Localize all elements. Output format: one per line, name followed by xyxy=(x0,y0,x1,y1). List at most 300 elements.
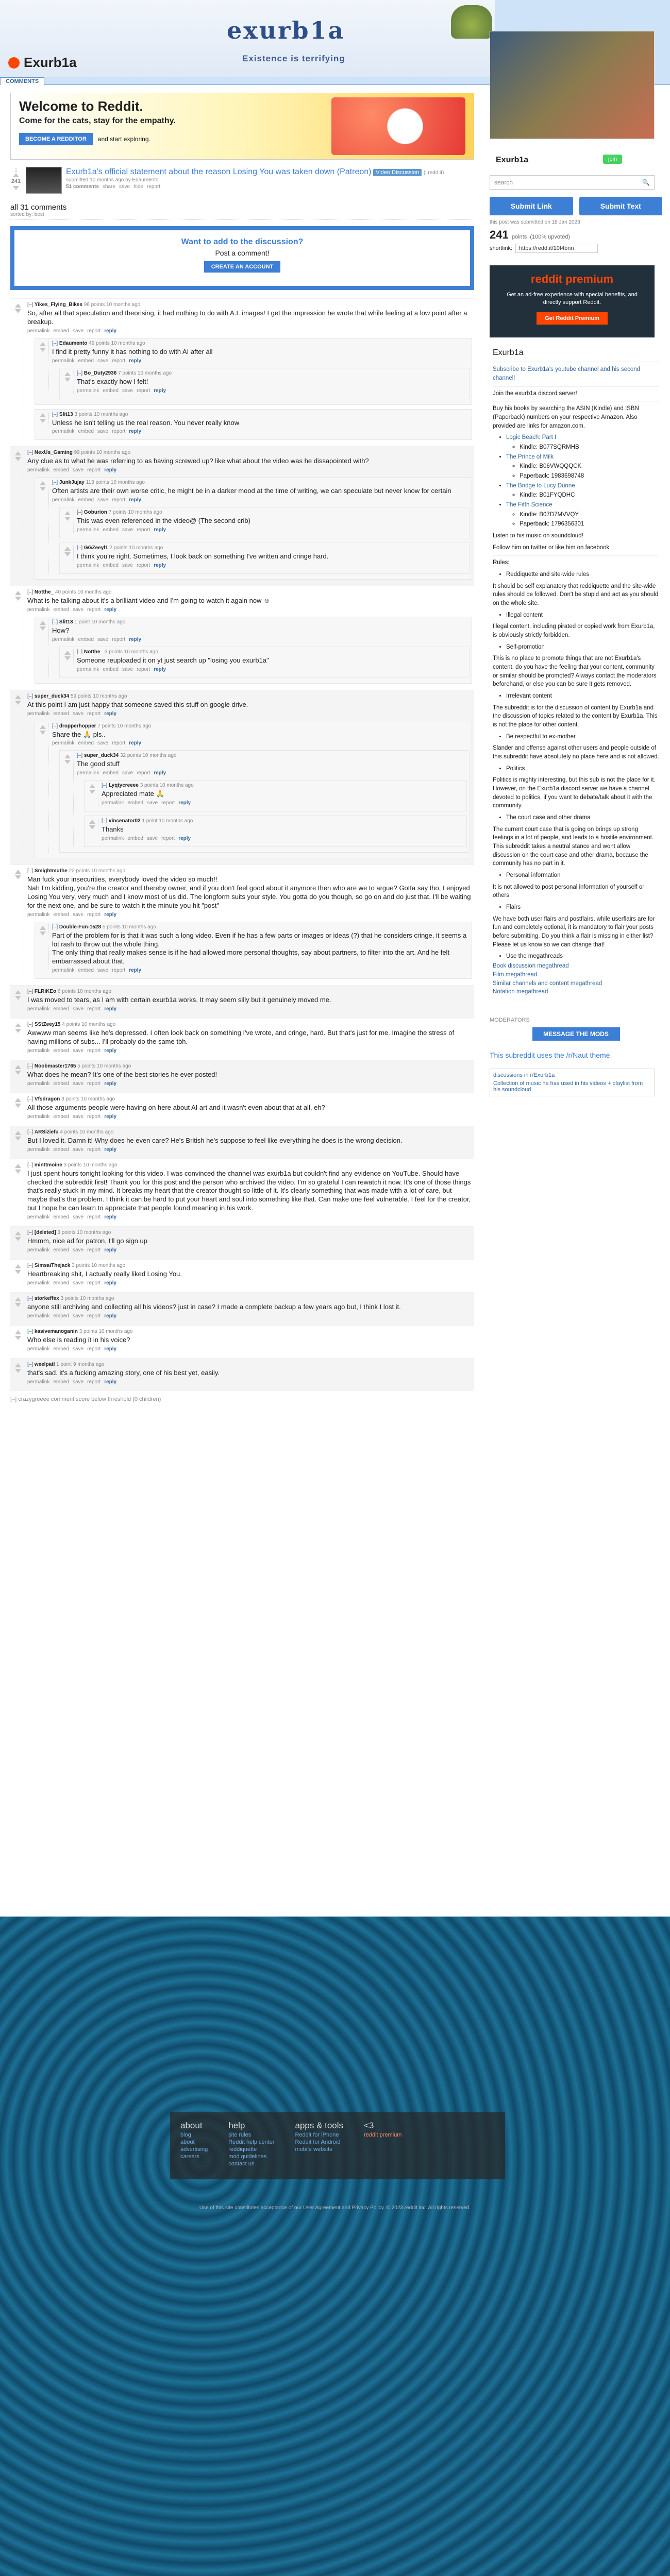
downvote-icon[interactable] xyxy=(15,1369,21,1373)
embed-button[interactable]: embed xyxy=(78,968,94,974)
permalink-button[interactable]: permalink xyxy=(52,429,75,435)
collapse-toggle[interactable]: [–] xyxy=(27,1262,35,1268)
reply-button[interactable]: reply xyxy=(104,1047,117,1054)
embed-button[interactable]: embed xyxy=(53,710,69,717)
upvote-icon[interactable] xyxy=(15,1264,21,1268)
reply-button[interactable]: reply xyxy=(104,710,117,717)
comment-author[interactable]: storkeffex xyxy=(34,1295,59,1301)
report-button[interactable]: report xyxy=(87,467,101,473)
comment-author[interactable]: super_duck34 xyxy=(34,693,70,699)
comment-author[interactable]: Bo_Duty2936 xyxy=(83,370,117,376)
save-button[interactable]: save xyxy=(72,911,84,918)
collapse-toggle[interactable]: [–] xyxy=(27,302,35,308)
upvote-icon[interactable] xyxy=(15,1131,21,1135)
report-button[interactable]: report xyxy=(146,184,161,190)
comment-author[interactable]: Notthe_ xyxy=(34,589,54,596)
reply-button[interactable]: reply xyxy=(129,636,142,642)
permalink-button[interactable]: permalink xyxy=(27,1006,50,1012)
reply-button[interactable]: reply xyxy=(104,1080,117,1087)
permalink-button[interactable]: permalink xyxy=(52,497,75,503)
save-button[interactable]: save xyxy=(146,800,158,806)
comment-author[interactable]: GGZeeyl1 xyxy=(83,545,108,551)
collapse-toggle[interactable]: [–] xyxy=(27,589,35,596)
get-premium-button[interactable]: Get Reddit Premium xyxy=(537,312,608,325)
report-button[interactable]: report xyxy=(112,968,126,974)
comment-author[interactable]: SimsaiThejack xyxy=(34,1262,71,1268)
post-title[interactable]: Exurb1a's official statement about the reason Losing You was taken down (Patreon) xyxy=(66,167,372,176)
save-button[interactable]: save xyxy=(72,1080,84,1087)
footer-link[interactable]: careers xyxy=(180,2154,199,2160)
reply-button[interactable]: reply xyxy=(104,1146,117,1153)
collapse-toggle[interactable]: [–] xyxy=(27,1096,35,1102)
reply-button[interactable]: reply xyxy=(129,740,142,747)
collapse-toggle[interactable]: [–] xyxy=(27,1162,35,1168)
report-button[interactable]: report xyxy=(137,527,150,533)
report-button[interactable]: report xyxy=(112,429,126,435)
become-redditor-button[interactable]: BECOME A REDDITOR xyxy=(19,133,93,145)
comment-author[interactable]: ARSiziefu xyxy=(34,1129,59,1135)
downvote-icon[interactable] xyxy=(40,731,46,735)
save-button[interactable]: save xyxy=(97,497,109,503)
collapse-toggle[interactable]: [–] xyxy=(27,1361,35,1367)
comment-author[interactable]: Yikes_Flying_Bikes xyxy=(34,302,82,308)
social-line[interactable]: Follow him on twitter or like him on facebook xyxy=(493,544,610,551)
report-button[interactable]: report xyxy=(87,606,101,613)
discord-line[interactable]: Join the exurb1a discord server! xyxy=(493,390,577,397)
discussions-title[interactable]: discussions in r/Exurb1a xyxy=(493,1072,555,1078)
downvote-icon[interactable] xyxy=(15,457,21,461)
reply-button[interactable]: reply xyxy=(104,1214,117,1221)
collapse-toggle[interactable]: [–] xyxy=(52,723,59,729)
upvote-icon[interactable] xyxy=(40,621,46,625)
comment-author[interactable]: Lyqtycreeee xyxy=(108,783,139,789)
upvote-icon[interactable] xyxy=(64,372,71,376)
reply-button[interactable]: reply xyxy=(104,911,117,918)
create-account-button[interactable]: CREATE AN ACCOUNT xyxy=(204,261,281,273)
save-button[interactable]: save xyxy=(72,606,84,613)
megathread-link[interactable]: Notation megathread xyxy=(493,989,548,995)
permalink-button[interactable]: permalink xyxy=(27,606,50,613)
report-button[interactable]: report xyxy=(137,563,150,569)
downvote-icon[interactable] xyxy=(15,1071,21,1075)
permalink-button[interactable]: permalink xyxy=(27,1280,50,1286)
downvote-icon[interactable] xyxy=(15,1137,21,1141)
permalink-button[interactable]: permalink xyxy=(27,1214,50,1221)
submit-text-button[interactable]: Submit Text xyxy=(579,197,663,215)
permalink-button[interactable]: permalink xyxy=(52,740,75,747)
upvote-icon[interactable] xyxy=(64,547,71,551)
downvote-icon[interactable] xyxy=(40,419,46,423)
permalink-button[interactable]: permalink xyxy=(27,710,50,717)
permalink-button[interactable]: permalink xyxy=(27,467,50,473)
report-button[interactable]: report xyxy=(87,1247,101,1253)
permalink-button[interactable]: permalink xyxy=(27,1313,50,1319)
comment-author[interactable]: Slit13 xyxy=(59,411,73,417)
embed-button[interactable]: embed xyxy=(103,666,119,672)
permalink-button[interactable]: permalink xyxy=(52,636,75,642)
comment-author[interactable]: Noobmaster1765 xyxy=(34,1063,76,1069)
report-button[interactable]: report xyxy=(87,710,101,717)
downvote-icon[interactable] xyxy=(89,825,95,829)
permalink-button[interactable]: permalink xyxy=(27,1346,50,1352)
report-button[interactable]: report xyxy=(87,1313,101,1319)
permalink-button[interactable]: permalink xyxy=(102,800,124,806)
downvote-icon[interactable] xyxy=(15,1029,21,1033)
save-button[interactable]: save xyxy=(72,710,84,717)
upvote-icon[interactable] xyxy=(15,990,21,994)
permalink-button[interactable]: permalink xyxy=(27,1047,50,1054)
save-button[interactable]: save xyxy=(72,467,84,473)
save-button[interactable]: save xyxy=(122,527,133,533)
reply-button[interactable]: reply xyxy=(104,1313,117,1319)
reply-button[interactable]: reply xyxy=(129,358,142,364)
comment-author[interactable]: Edaumento xyxy=(59,340,88,346)
downvote-icon[interactable] xyxy=(15,1237,21,1241)
permalink-button[interactable]: permalink xyxy=(102,836,124,842)
upvote-icon[interactable] xyxy=(89,820,95,824)
comment-author[interactable]: JunkJujay xyxy=(59,480,85,486)
report-button[interactable]: report xyxy=(112,740,126,747)
search-icon[interactable]: 🔍 xyxy=(642,179,650,186)
report-button[interactable]: report xyxy=(137,387,150,394)
report-button[interactable]: report xyxy=(87,1379,101,1385)
embed-button[interactable]: embed xyxy=(53,1214,69,1221)
comment-author[interactable]: Vfsdragon xyxy=(34,1096,60,1102)
embed-button[interactable]: embed xyxy=(53,606,69,613)
upvote-icon[interactable] xyxy=(64,754,71,758)
save-button[interactable]: save xyxy=(146,836,158,842)
post-thumbnail[interactable] xyxy=(26,167,62,194)
downvote-icon[interactable] xyxy=(15,875,21,879)
reply-button[interactable]: reply xyxy=(104,1247,117,1253)
reply-button[interactable]: reply xyxy=(104,606,117,613)
footer-link[interactable]: contact us xyxy=(228,2161,255,2167)
save-button[interactable]: save xyxy=(72,1313,84,1319)
save-button[interactable]: save xyxy=(119,184,130,190)
collapse-toggle[interactable]: [–] xyxy=(27,693,35,699)
downvote-icon[interactable] xyxy=(89,790,95,794)
embed-button[interactable]: embed xyxy=(53,1379,69,1385)
footer-link[interactable]: blog xyxy=(180,2132,191,2138)
save-button[interactable]: save xyxy=(72,1047,84,1054)
permalink-button[interactable]: permalink xyxy=(77,666,99,672)
upvote-icon[interactable] xyxy=(15,1297,21,1301)
save-button[interactable]: save xyxy=(97,968,109,974)
upvote-icon[interactable] xyxy=(89,784,95,788)
collapse-toggle[interactable]: [–] xyxy=(77,370,84,376)
save-button[interactable]: save xyxy=(72,1006,84,1012)
comment-author[interactable]: Notthe_ xyxy=(83,649,104,655)
report-button[interactable]: report xyxy=(87,1006,101,1012)
embed-button[interactable]: embed xyxy=(103,770,119,776)
report-button[interactable]: report xyxy=(87,911,101,918)
reply-button[interactable]: reply xyxy=(129,429,142,435)
comment-author[interactable]: Double-Fun-1528 xyxy=(59,924,102,930)
permalink-button[interactable]: permalink xyxy=(52,968,75,974)
upvote-icon[interactable] xyxy=(15,303,21,308)
megathread-link[interactable]: Book discussion megathread xyxy=(493,963,569,970)
permalink-button[interactable]: permalink xyxy=(77,527,99,533)
reply-button[interactable]: reply xyxy=(104,328,117,334)
subreddit-logo[interactable] xyxy=(8,55,77,71)
save-button[interactable]: save xyxy=(122,387,133,394)
save-button[interactable]: save xyxy=(72,328,84,334)
reply-button[interactable]: reply xyxy=(104,1379,117,1385)
book-link[interactable]: The Bridge to Lucy Dunne xyxy=(506,482,575,489)
save-button[interactable]: save xyxy=(122,563,133,569)
comment-author[interactable]: NexUs_Gaming xyxy=(34,450,73,456)
downvote-icon[interactable] xyxy=(64,552,71,556)
upvote-icon[interactable] xyxy=(64,511,71,515)
downvote-icon[interactable] xyxy=(40,348,46,352)
upvote-icon[interactable] xyxy=(40,725,46,729)
save-button[interactable]: save xyxy=(97,740,109,747)
hide-button[interactable]: hide xyxy=(133,184,143,190)
collapse-toggle[interactable]: [–] xyxy=(27,1129,35,1135)
report-button[interactable]: report xyxy=(112,636,126,642)
footer-link[interactable]: advertising xyxy=(180,2146,208,2153)
permalink-button[interactable]: permalink xyxy=(27,1080,50,1087)
reply-button[interactable]: reply xyxy=(104,1006,117,1012)
share-button[interactable]: share xyxy=(102,184,115,190)
upvote-icon[interactable] xyxy=(15,1023,21,1027)
report-button[interactable]: report xyxy=(137,666,150,672)
downvote-icon[interactable] xyxy=(64,656,71,660)
book-link[interactable]: The Prince of Milk xyxy=(506,453,554,460)
permalink-button[interactable]: permalink xyxy=(27,1247,50,1253)
upvote-icon[interactable] xyxy=(40,481,46,485)
save-button[interactable]: save xyxy=(97,429,109,435)
embed-button[interactable]: embed xyxy=(53,328,69,334)
comments-link[interactable]: 51 comments xyxy=(66,184,99,190)
upvote-icon[interactable] xyxy=(15,1098,21,1102)
permalink-button[interactable]: permalink xyxy=(27,328,50,334)
permalink-button[interactable]: permalink xyxy=(27,1379,50,1385)
collapse-toggle[interactable]: [–] xyxy=(102,783,109,789)
save-button[interactable]: save xyxy=(72,1214,84,1221)
collapse-toggle[interactable]: [–] xyxy=(52,411,59,417)
permalink-button[interactable]: permalink xyxy=(77,770,99,776)
report-button[interactable]: report xyxy=(87,1346,101,1352)
embed-button[interactable]: embed xyxy=(53,467,69,473)
embed-button[interactable]: embed xyxy=(127,836,143,842)
report-button[interactable]: report xyxy=(87,1146,101,1153)
downvote-icon[interactable] xyxy=(13,186,19,190)
footer-link[interactable]: reddit premium xyxy=(364,2132,402,2138)
book-link[interactable]: The Fifth Science xyxy=(506,501,552,508)
downvote-icon[interactable] xyxy=(15,1303,21,1307)
permalink-button[interactable]: permalink xyxy=(27,911,50,918)
post-domain[interactable]: (i.redd.it) xyxy=(423,170,444,176)
downvote-icon[interactable] xyxy=(64,517,71,521)
collapse-toggle[interactable]: [–] xyxy=(27,989,35,995)
downvote-icon[interactable] xyxy=(64,378,71,382)
reply-button[interactable]: reply xyxy=(178,836,191,842)
embed-button[interactable]: embed xyxy=(53,1280,69,1286)
collapse-toggle[interactable]: [–] xyxy=(77,510,84,516)
footer-link[interactable]: Reddit help center xyxy=(228,2139,275,2145)
subscribe-line[interactable]: Subscribe to Exurb1a's youtube channel and his second channel! xyxy=(493,366,641,381)
collapse-toggle[interactable]: [–] xyxy=(52,619,59,625)
reply-button[interactable]: reply xyxy=(154,563,166,569)
comment-author[interactable]: kasivemanoganin xyxy=(34,1328,78,1334)
save-button[interactable]: save xyxy=(72,1379,84,1385)
embed-button[interactable]: embed xyxy=(103,387,119,394)
collapse-toggle[interactable]: [–] xyxy=(27,1328,35,1334)
embed-button[interactable]: embed xyxy=(78,740,94,747)
embed-button[interactable]: embed xyxy=(53,1313,69,1319)
tab-comments[interactable]: COMMENTS xyxy=(0,77,44,85)
downvote-icon[interactable] xyxy=(40,626,46,631)
reply-button[interactable]: reply xyxy=(154,387,166,394)
upvote-icon[interactable] xyxy=(15,1164,21,1168)
comment-author[interactable]: super_duck34 xyxy=(83,753,119,759)
embed-button[interactable]: embed xyxy=(53,911,69,918)
reply-button[interactable]: reply xyxy=(104,1280,117,1286)
embed-button[interactable]: embed xyxy=(53,1006,69,1012)
embed-button[interactable]: embed xyxy=(78,497,94,503)
report-button[interactable]: report xyxy=(137,770,150,776)
collapse-toggle[interactable]: [–] xyxy=(27,1295,35,1301)
comment-author[interactable]: dropperhopper xyxy=(59,723,96,729)
hidden-comment[interactable]: [–] crazygreeee comment score below threshold (0 children) xyxy=(10,1396,161,1402)
comment-author[interactable]: Goburion xyxy=(83,510,107,516)
comment-author[interactable]: minttmoine xyxy=(34,1162,62,1168)
search-input[interactable] xyxy=(490,175,655,190)
save-button[interactable]: save xyxy=(72,1146,84,1153)
downvote-icon[interactable] xyxy=(15,1336,21,1340)
collapse-toggle[interactable]: [–] xyxy=(77,753,84,759)
embed-button[interactable]: embed xyxy=(53,1247,69,1253)
footer-link[interactable]: Reddit for Android xyxy=(295,2139,341,2145)
downvote-icon[interactable] xyxy=(40,487,46,491)
embed-button[interactable]: embed xyxy=(103,527,119,533)
downvote-icon[interactable] xyxy=(40,931,46,936)
upvote-icon[interactable] xyxy=(40,413,46,417)
upvote-icon[interactable] xyxy=(15,591,21,595)
upvote-icon[interactable] xyxy=(64,651,71,655)
downvote-icon[interactable] xyxy=(15,1170,21,1174)
discussion-item[interactable]: Collection of music he has used in his videos + playlist from his soundcloud xyxy=(493,1080,643,1093)
permalink-button[interactable]: permalink xyxy=(77,387,99,394)
report-button[interactable]: report xyxy=(87,1080,101,1087)
upvote-icon[interactable] xyxy=(40,342,46,346)
reply-button[interactable]: reply xyxy=(104,1346,117,1352)
message-mods-button[interactable]: MESSAGE THE MODS xyxy=(532,1027,620,1041)
reply-button[interactable]: reply xyxy=(129,497,142,503)
permalink-button[interactable]: permalink xyxy=(27,1113,50,1120)
comment-author[interactable]: [deleted] xyxy=(34,1230,56,1236)
comment-author[interactable]: Smightmuthe xyxy=(34,868,68,874)
upvote-icon[interactable] xyxy=(15,1231,21,1235)
downvote-icon[interactable] xyxy=(15,597,21,601)
comment-author[interactable]: vincenator02 xyxy=(108,818,141,824)
join-button[interactable]: join xyxy=(603,155,622,164)
collapse-toggle[interactable]: [–] xyxy=(27,1230,35,1236)
upvote-icon[interactable] xyxy=(15,1065,21,1069)
save-button[interactable]: save xyxy=(122,666,133,672)
embed-button[interactable]: embed xyxy=(78,429,94,435)
permalink-button[interactable]: permalink xyxy=(77,563,99,569)
reply-button[interactable]: reply xyxy=(104,1113,117,1120)
footer-link[interactable]: reddiquette xyxy=(228,2146,257,2153)
collapse-toggle[interactable]: [–] xyxy=(52,340,59,346)
embed-button[interactable]: embed xyxy=(78,358,94,364)
upvote-icon[interactable] xyxy=(15,695,21,699)
downvote-icon[interactable] xyxy=(64,760,71,764)
comment-author[interactable]: FLRiKEo xyxy=(34,989,57,995)
report-button[interactable]: report xyxy=(87,1047,101,1054)
reply-button[interactable]: reply xyxy=(178,800,191,806)
sort-selector[interactable]: sorted by: best xyxy=(10,212,44,217)
upvote-icon[interactable] xyxy=(40,926,46,930)
reply-button[interactable]: reply xyxy=(154,666,166,672)
embed-button[interactable]: embed xyxy=(53,1346,69,1352)
upvote-icon[interactable] xyxy=(13,173,19,177)
reply-button[interactable]: reply xyxy=(129,968,142,974)
downvote-icon[interactable] xyxy=(15,1270,21,1274)
permalink-button[interactable]: permalink xyxy=(52,358,75,364)
report-button[interactable]: report xyxy=(87,328,101,334)
reply-button[interactable]: reply xyxy=(104,467,117,473)
reply-button[interactable]: reply xyxy=(154,527,166,533)
embed-button[interactable]: embed xyxy=(53,1146,69,1153)
report-button[interactable]: report xyxy=(161,836,175,842)
save-button[interactable]: save xyxy=(72,1346,84,1352)
upvote-icon[interactable] xyxy=(15,870,21,874)
megathread-link[interactable]: Film megathread xyxy=(493,971,538,978)
permalink-button[interactable]: permalink xyxy=(27,1146,50,1153)
footer-link[interactable]: Reddit for iPhone xyxy=(295,2132,339,2138)
save-button[interactable]: save xyxy=(72,1280,84,1286)
comment-author[interactable]: weelpatl xyxy=(34,1361,55,1367)
megathread-link[interactable]: Similar channels and content megathread xyxy=(493,980,602,987)
collapse-toggle[interactable]: [–] xyxy=(27,868,35,874)
footer-link[interactable]: about xyxy=(180,2139,195,2145)
upvote-icon[interactable] xyxy=(15,1330,21,1334)
footer-link[interactable]: mod guidelines xyxy=(228,2154,267,2160)
report-button[interactable]: report xyxy=(112,497,126,503)
save-button[interactable]: save xyxy=(72,1247,84,1253)
upvote-icon[interactable] xyxy=(15,1363,21,1367)
collapse-toggle[interactable]: [–] xyxy=(27,1063,35,1069)
save-button[interactable]: save xyxy=(72,1113,84,1120)
embed-button[interactable]: embed xyxy=(103,563,119,569)
embed-button[interactable]: embed xyxy=(53,1080,69,1087)
collapse-toggle[interactable]: [–] xyxy=(77,649,84,655)
downvote-icon[interactable] xyxy=(15,996,21,1000)
collapse-toggle[interactable]: [–] xyxy=(102,818,109,824)
report-button[interactable]: report xyxy=(87,1280,101,1286)
save-button[interactable]: save xyxy=(97,358,109,364)
downvote-icon[interactable] xyxy=(15,701,21,705)
report-button[interactable]: report xyxy=(87,1214,101,1221)
report-button[interactable]: report xyxy=(161,800,175,806)
embed-button[interactable]: embed xyxy=(78,636,94,642)
collapse-toggle[interactable]: [–] xyxy=(27,1022,35,1028)
footer-link[interactable]: site rules xyxy=(228,2132,252,2138)
save-button[interactable]: save xyxy=(122,770,133,776)
embed-button[interactable]: embed xyxy=(53,1047,69,1054)
upvote-icon[interactable] xyxy=(15,451,21,455)
collapse-toggle[interactable]: [–] xyxy=(52,924,59,930)
report-button[interactable]: report xyxy=(112,358,126,364)
embed-button[interactable]: embed xyxy=(127,800,143,806)
soundcloud-line[interactable]: Listen to his music on soundcloud! xyxy=(493,532,583,539)
collapse-toggle[interactable]: [–] xyxy=(27,450,35,456)
save-button[interactable]: save xyxy=(97,636,109,642)
reply-button[interactable]: reply xyxy=(154,770,166,776)
